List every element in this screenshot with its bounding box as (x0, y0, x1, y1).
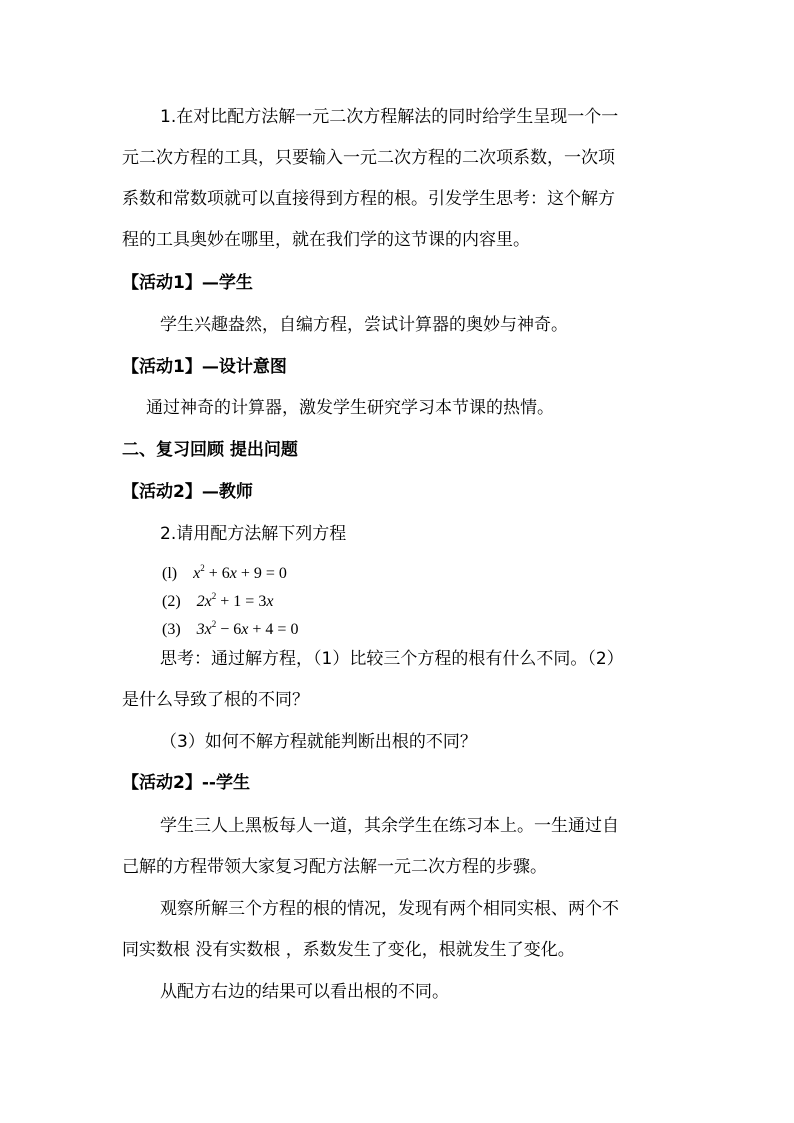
thinking-line-3: （3）如何不解方程就能判断出根的不同？ (160, 732, 477, 752)
equation-2-term-c: x (266, 593, 274, 610)
activity2-student-line-1: 学生三人上黑板每人一道，其余学生在练习本上。一生通过自 (160, 816, 619, 836)
paragraph-1-line-3: 系数和常数项就可以直接得到方程的根。引发学生思考：这个解方 (122, 189, 615, 209)
activity1-student-text: 学生兴趣盎然，自编方程，尝试计算器的奥妙与神奇。 (160, 315, 568, 335)
heading-activity1-design: 【活动1】—设计意图 (122, 357, 287, 377)
equation-1-term-c: x (229, 565, 237, 582)
activity2-student-line-4: 同实数根 没有实数根 ，系数发生了变化，根就发生了变化。 (122, 940, 575, 960)
activity2-student-line-2: 己解的方程带领大家复习配方法解一元二次方程的步骤。 (122, 857, 547, 877)
equation-2 (162, 591, 273, 613)
activity2-student-line-3: 观察所解三个方程的根的情况，发现有两个相同实根、两个不 (160, 899, 619, 919)
question-2: 2.请用配方法解下列方程 (160, 524, 347, 544)
activity2-student-line-5: 从配方右边的结果可以看出根的不同。 (160, 982, 449, 1002)
equation-3-term-c: x (241, 621, 249, 638)
equation-1-term-a: x (193, 565, 201, 582)
equation-3-term-a: 3x (196, 621, 212, 638)
paragraph-1-line-4: 程的工具奥妙在哪里，就在我们学的这节课的内容里。 (122, 230, 530, 250)
activity1-design-text: 通过神奇的计算器，激发学生研究学习本节课的热情。 (146, 398, 554, 418)
heading-activity2-student: 【活动2】--学生 (122, 773, 250, 793)
section-two-heading: 二、复习回顾 提出问题 (122, 440, 298, 460)
heading-activity2-teacher: 【活动2】—教师 (122, 482, 253, 502)
equation-1-number: (l) (162, 565, 178, 582)
equation-2-term-a: 2x (196, 593, 212, 610)
thinking-line-2: 是什么导致了根的不同？ (122, 690, 309, 710)
equation-3-term-b: − 6 (216, 621, 242, 638)
equation-3-term-d: + 4 = 0 (248, 621, 299, 638)
equation-3-exponent: 2 (211, 619, 217, 629)
equation-2-exponent: 2 (211, 591, 217, 601)
equation-1-term-b: + 6 (204, 565, 230, 582)
equation-3-number: (3) (162, 621, 181, 638)
equation-1-term-d: + 9 = 0 (236, 565, 287, 582)
equation-1 (162, 563, 287, 585)
heading-activity1-student: 【活动1】—学生 (122, 273, 253, 293)
paragraph-1-line-2: 元二次方程的工具，只要输入一元二次方程的二次项系数，一次项 (122, 148, 615, 168)
equation-2-number: (2) (162, 593, 181, 610)
equation-2-term-b: + 1 = 3 (216, 593, 267, 610)
equation-3 (162, 619, 298, 641)
equation-1-exponent: 2 (200, 563, 205, 573)
paragraph-1-line-1: 1.在对比配方法解一元二次方程解法的同时给学生呈现一个一 (160, 107, 619, 127)
thinking-line-1: 思考：通过解方程，（1）比较三个方程的根有什么不同。（2） (160, 649, 624, 669)
